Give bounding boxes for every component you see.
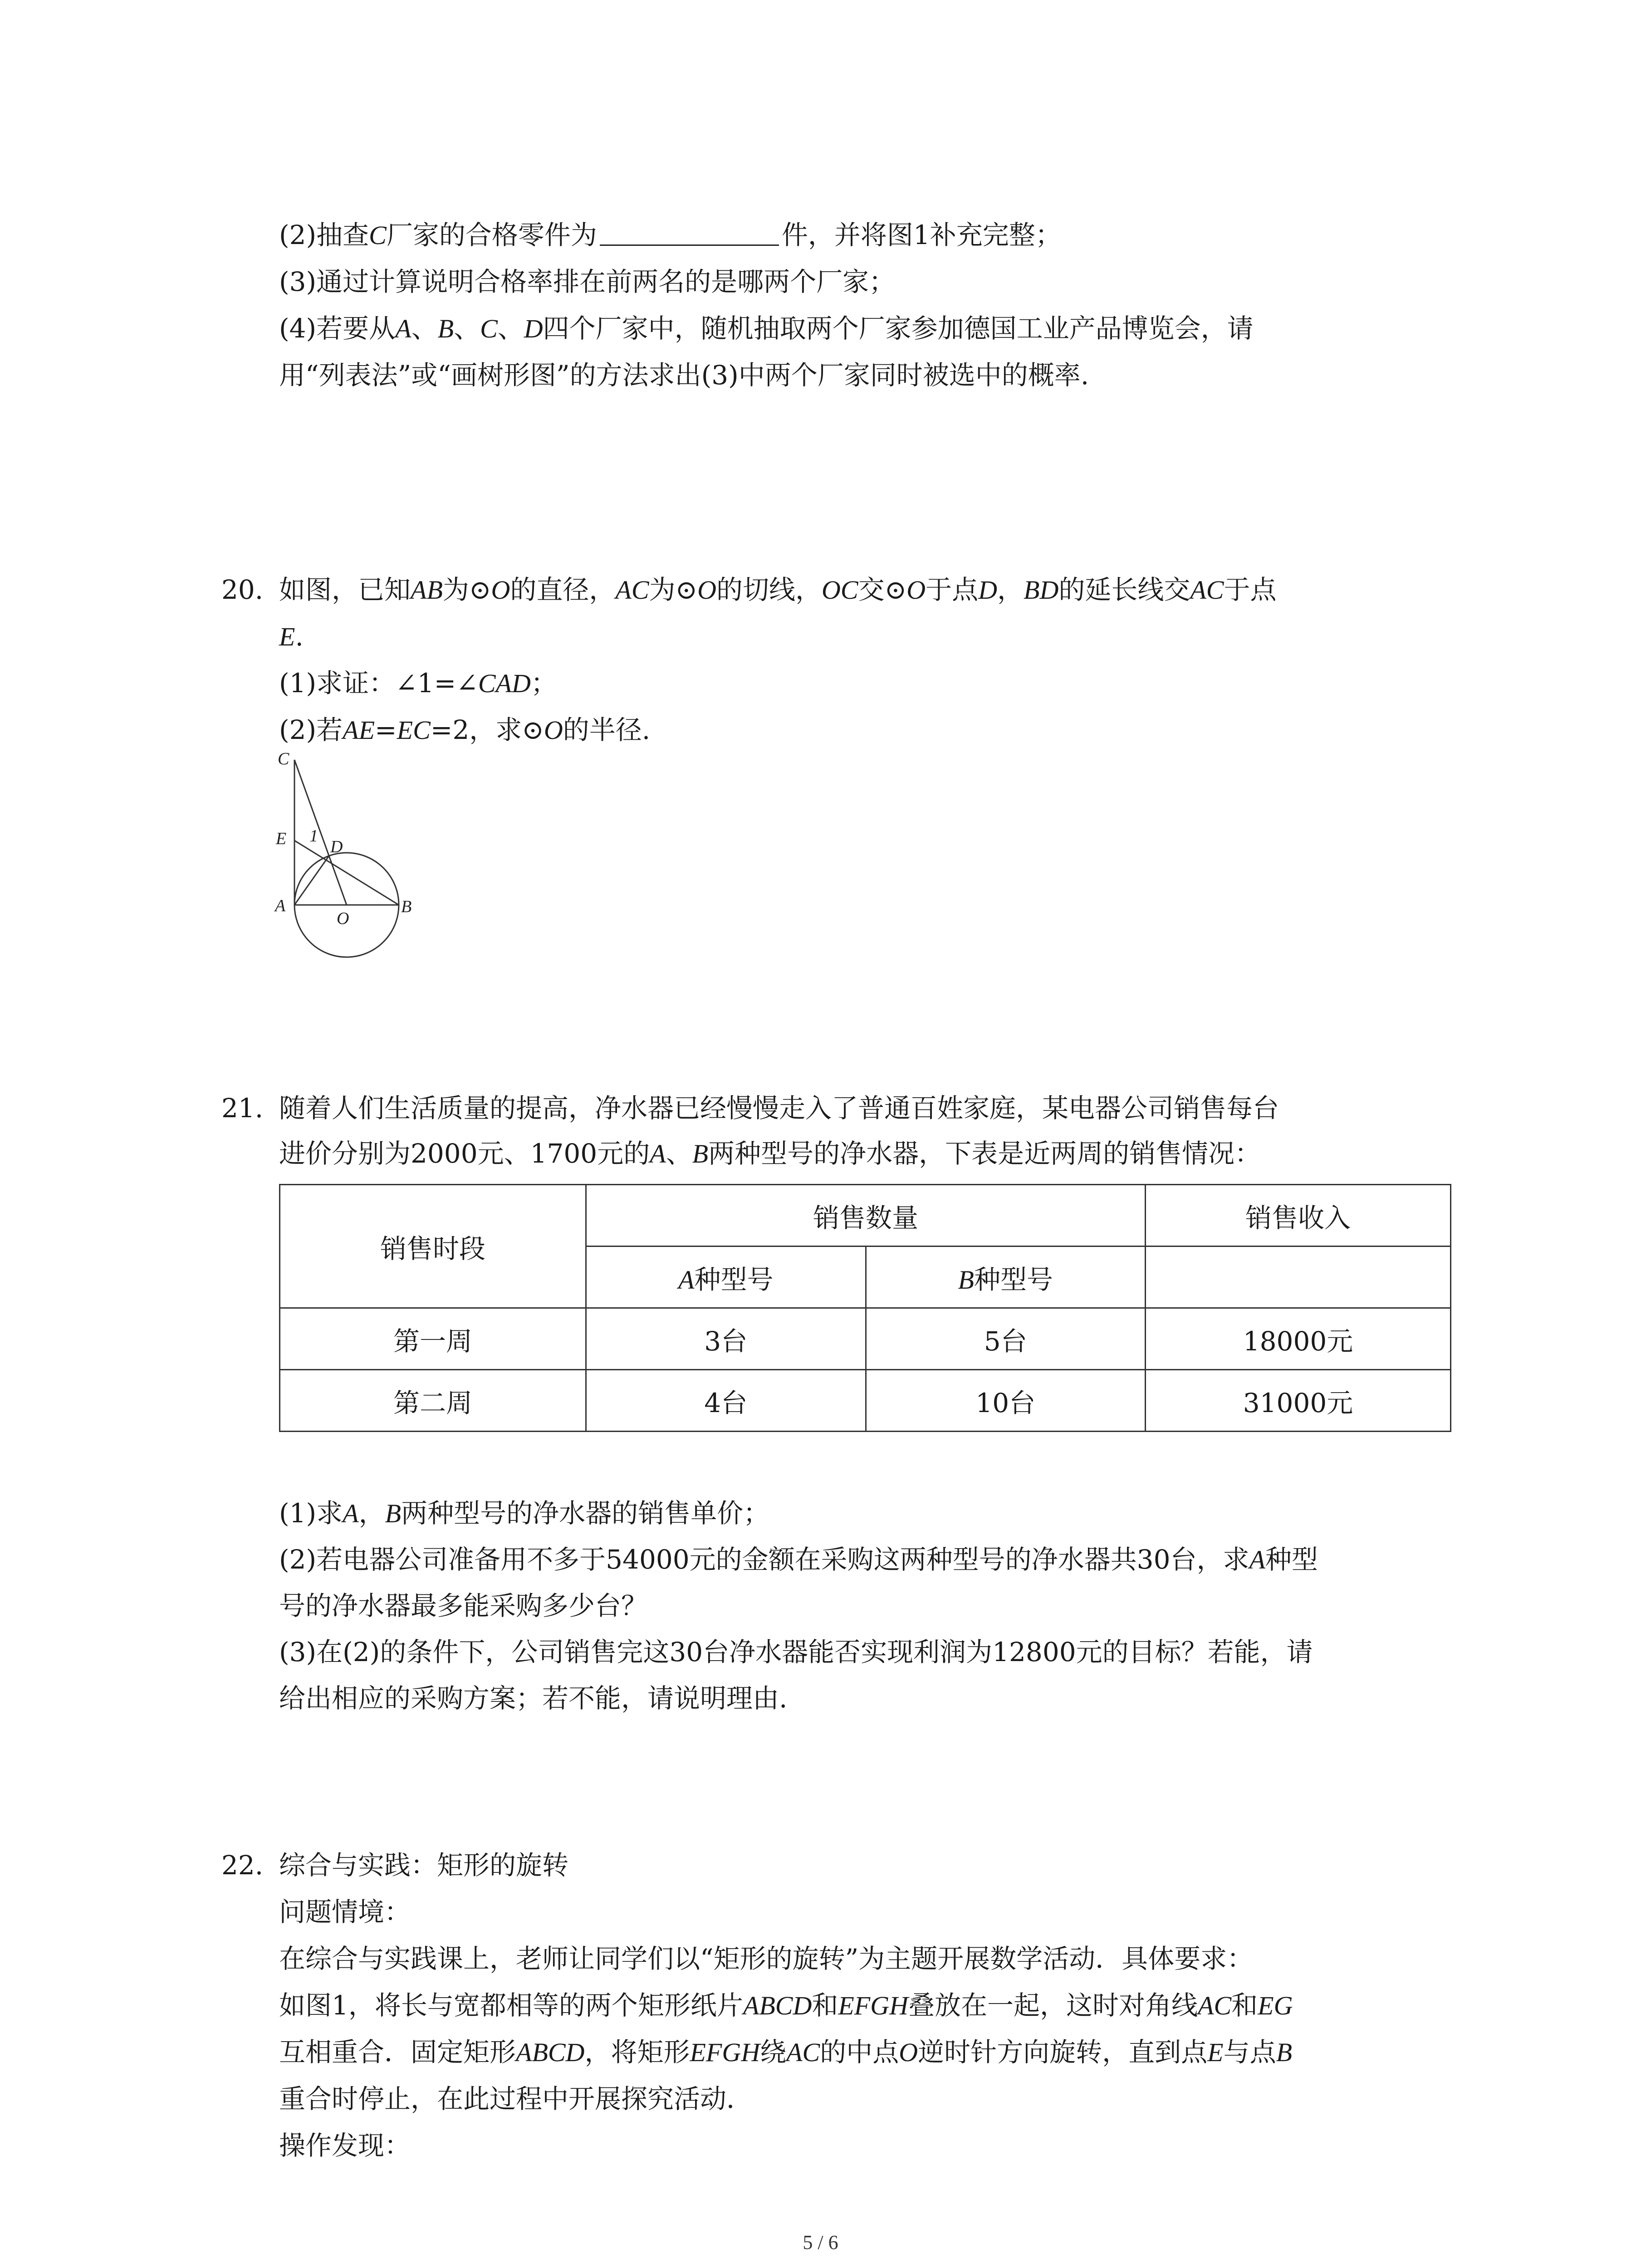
header-period: 销售时段 xyxy=(280,1185,586,1308)
q20-part1: (1)求证：∠1=∠CAD； xyxy=(279,668,557,699)
answer-blank xyxy=(600,219,779,246)
q21-part1: (1)求A，B两种型号的净水器的销售单价； xyxy=(279,1498,770,1529)
segment-be xyxy=(294,841,399,905)
q21-part2-line2: 号的净水器最多能采购多少台？ xyxy=(279,1590,648,1621)
q22-line4: 如图1，将长与宽都相等的两个矩形纸片ABCD和EFGH叠放在一起，这时对角线AC和EG xyxy=(279,1990,1293,2021)
q21-part2-line1: (2)若电器公司准备用不多于54000元的金额在采购这两种型号的净水器共30台，求A种型 xyxy=(279,1544,1318,1575)
q20-geometry-figure xyxy=(268,751,422,964)
label-o: O xyxy=(337,909,349,928)
cell-period: 第一周 xyxy=(280,1308,586,1370)
q21-number: 21. xyxy=(221,1093,264,1124)
header-income: 销售收入 xyxy=(1146,1185,1451,1246)
q19-part2: (2)抽查C厂家的合格零件为 件，并将图1补充完整； xyxy=(279,220,1062,250)
label-e: E xyxy=(276,829,287,848)
q22-operation-heading: 操作发现： xyxy=(279,2130,411,2161)
q20-stem-line1: 如图，已知AB为⊙O的直径，AC为⊙O的切线，OC交⊙O于点D，BD的延长线交AC于点 xyxy=(279,574,1277,605)
q21-stem-line2: 进价分别为2000元、1700元的A、B两种型号的净水器，下表是近两周的销售情况： xyxy=(279,1138,1261,1169)
header-type-a: A种型号 xyxy=(586,1246,866,1308)
label-b: B xyxy=(401,897,412,916)
q20-number: 20. xyxy=(221,574,264,605)
table-row xyxy=(280,1308,1451,1370)
q20-stem-line2: E. xyxy=(279,621,304,652)
table-row xyxy=(280,1370,1451,1432)
cell-income: 31000元 xyxy=(1146,1370,1451,1432)
q22-line6: 重合时停止，在此过程中开展探究活动． xyxy=(279,2083,753,2114)
label-d: D xyxy=(330,837,343,856)
q21-part3-line2: 给出相应的采购方案；若不能，请说明理由. xyxy=(279,1683,788,1714)
cell-income: 18000元 xyxy=(1146,1308,1451,1370)
q20-part2: (2)若AE=EC=2，求⊙O的半径. xyxy=(279,714,651,745)
q21-stem-line1: 随着人们生活质量的提高，净水器已经慢慢走入了普通百姓家庭，某电器公司销售每台 xyxy=(279,1093,1279,1124)
cell-a: 4台 xyxy=(586,1370,866,1432)
q21-part3-line1: (3)在(2)的条件下，公司销售完这30台净水器能否实现利润为12800元的目标？若能，请 xyxy=(279,1637,1313,1667)
q22-line5: 互相重合．固定矩形ABCD，将矩形EFGH绕AC的中点O逆时针方向旋转，直到点E与点B xyxy=(279,2037,1293,2068)
header-empty xyxy=(1146,1246,1451,1308)
segment-ad xyxy=(294,856,329,905)
q22-line3: 在综合与实践课上，老师让同学们以“矩形的旋转”为主题开展数学活动．具体要求： xyxy=(279,1943,1254,1974)
q22-number: 22. xyxy=(221,1850,264,1881)
cell-a: 3台 xyxy=(586,1308,866,1370)
sales-table xyxy=(279,1184,1451,1432)
cell-period: 第二周 xyxy=(280,1370,586,1432)
q19-part3: (3)通过计算说明合格率排在前两名的是哪两个厂家； xyxy=(279,266,896,297)
header-quantity: 销售数量 xyxy=(586,1185,1146,1246)
q22-title: 综合与实践：矩形的旋转 xyxy=(279,1850,569,1881)
label-a: A xyxy=(275,896,286,915)
label-c: C xyxy=(278,751,289,768)
segment-oc xyxy=(294,760,347,905)
label-angle-1: 1 xyxy=(309,826,318,846)
cell-b: 5台 xyxy=(866,1308,1146,1370)
page-number: 5 / 6 xyxy=(803,2231,838,2253)
q22-situation-heading: 问题情境： xyxy=(279,1897,411,1927)
cell-b: 10台 xyxy=(866,1370,1146,1432)
q19-part4-line1: (4)若要从A、B、C、D四个厂家中，随机抽取两个厂家参加德国工业产品博览会，请 xyxy=(279,313,1254,344)
header-type-b: B种型号 xyxy=(866,1246,1146,1308)
q19-part4-line2: 用“列表法”或“画树形图”的方法求出(3)中两个厂家同时被选中的概率. xyxy=(279,360,1089,391)
